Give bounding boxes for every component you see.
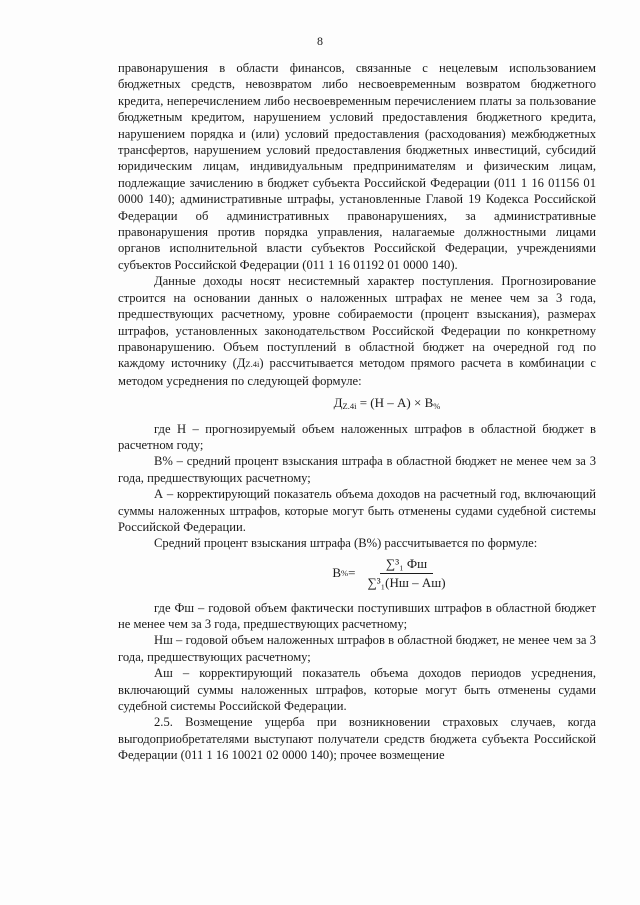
paragraph-avg-percent-intro: Средний процент взыскания штрафа (В%) рассчитывается по формуле: — [154, 536, 538, 551]
document-body — [118, 60, 596, 764]
paragraph-fines-list: правонарушения в области финансов, связанные с нецелевым использованием бюджетных средств, невозвратом либо несвоевременным возвратом бюджетного кредита, неперечислением либо несвоевременным перечислением платы за пользование бюджетным кредитом, нарушением условий предоставления бюджетного кредита, нарушением порядка и (или) условий предоставления (расходования) межбюджетных трансфертов, нарушением условий предоставления бюджетных инвестиций, субсидий юридическим лицам, индивидуальным предпринимателям и физическим лицам, подлежащие зачислению в бюджет субъекта Российской Федерации (011 1 16 01156 01 0000 140); административные штрафы, установленные Главой 19 Кодекса Российской Федерации об административных правонарушениях, за административные правонарушения против порядка управления, налагаемые должностными лицами органов исполнительной власти субъектов Российской Федерации, учреждениями субъектов Российской Федерации (011 1 16 01192 01 0000 140). — [118, 61, 596, 272]
paragraph-def-nsh: Нш – годовой объем наложенных штрафов в областной бюджет, не менее чем за 3 года, предшествующих расчетному; — [118, 633, 596, 664]
formula-numerator: ∑³₁ Фш — [380, 556, 433, 574]
paragraph-forecast-method: Данные доходы носят несистемный характер поступления. Прогнозирование строится на основании данных о наложенных штрафах не менее чем за 3 года, предшествующих расчетному, уровне собираемости (процент взыскания), размерах штрафов, установленных законодательством Российской Федерации по конкретному правонарушению. Объем поступлений в областной бюджет на очередной год по каждому источнику (ДZ.4i) рассчитывается методом прямого расчета в комбинации с методом усреднения по следующей формуле: — [118, 274, 597, 388]
paragraph-def-ash: Аш – корректирующий показатель объема доходов периодов усреднения, включающий суммы наложенных штрафов, которые могут быть отменены судами судебной системы Российской Федерации. — [118, 666, 596, 714]
paragraph-def-fsh: где Фш – годовой объем фактически поступивших штрафов в областной бюджет не менее чем за 3 года, предшествующих расчетному; — [118, 600, 596, 631]
page-number: 8 — [317, 34, 323, 48]
paragraph-def-a: А – корректирующий показатель объема доходов на расчетный год, включающий суммы наложенных штрафов, которые могут быть отменены судами судебной системы Российской Федерации. — [118, 487, 596, 534]
paragraph-def-b: В% – средний процент взыскания штрафа в областной бюджет не менее чем за 3 года, предшествующих расчетному; — [118, 454, 596, 485]
formula-denominator: ∑³₁(Нш – Аш) — [367, 575, 446, 591]
paragraph-section-2-5: 2.5. Возмещение ущерба при возникновении страховых случаев, когда выгодоприобретателями выступают получатели средств бюджета субъекта Российской Федерации (011 1 16 10021 02 0000 140); прочее возмещение — [118, 715, 596, 763]
formula-revenue-volume: $Д_{Z.4i} = (Н - А) \times В_{\%}$ — [333, 395, 441, 412]
paragraph-def-h: где Н – прогнозируемый объем наложенных штрафов в областной бюджет в расчетном году; — [118, 421, 596, 452]
formula-avg-percent: В % = $\frac{\text{∑³₁ Фш}}{\text{∑³₁(Нш – Аш)}}$ — [188, 556, 596, 592]
formula-fraction — [361, 556, 451, 592]
